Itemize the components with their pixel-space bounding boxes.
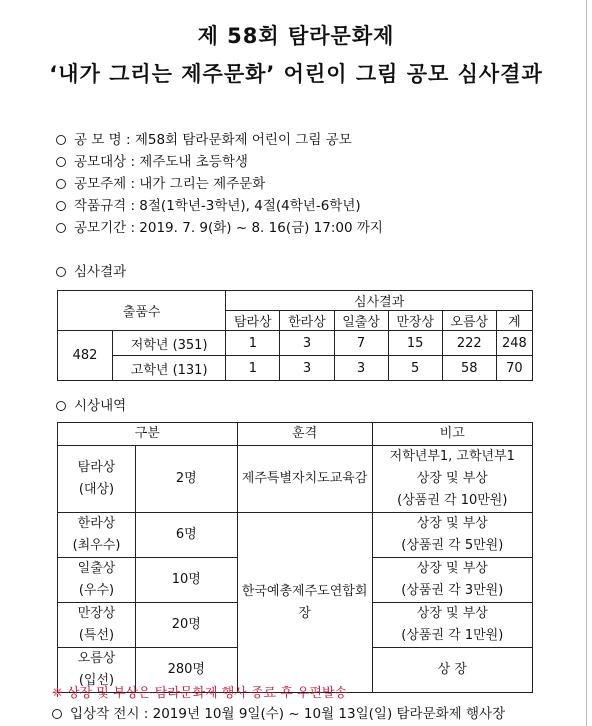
- info-item-target: 공모대상 : 제주도내 초등학생: [56, 151, 248, 173]
- circle-bullet-icon: [56, 223, 66, 233]
- header-award: 일출상: [334, 311, 388, 331]
- award-remarks: 상장 및 부상 (상품권 각 3만원): [372, 558, 532, 603]
- cell-value: 222: [442, 331, 496, 356]
- cell-value: 3: [280, 331, 334, 356]
- cell-value: 3: [334, 356, 388, 381]
- info-item-period: 공모기간 : 2019. 7. 9(화) ~ 8. 16(금) 17:00 까지: [56, 217, 383, 239]
- award-name: 탐라상 (대상): [58, 446, 136, 513]
- page-title: 제 58회 탐라문화제: [197, 24, 395, 48]
- circle-bullet-icon: [56, 401, 66, 411]
- header-awarded-by: 훈격: [237, 423, 372, 446]
- award-count: 2명: [136, 446, 238, 513]
- award-count: 20명: [136, 603, 238, 648]
- cell-value: 70: [496, 356, 532, 381]
- header-award: 오름상: [442, 311, 496, 331]
- award-remarks: 상 장: [372, 648, 532, 693]
- header-award: 탐라상: [226, 311, 280, 331]
- award-name: 일출상 (우수): [58, 558, 136, 603]
- award-name: 만장상 (특선): [58, 603, 136, 648]
- cell-value: 5: [388, 356, 442, 381]
- cell-value: 58: [442, 356, 496, 381]
- circle-bullet-icon: [56, 267, 66, 277]
- header-category: 구분: [58, 423, 238, 446]
- circle-bullet-icon: [52, 709, 62, 719]
- award-remarks: 저학년부1, 고학년부1 상장 및 부상 (상품권 각 10만원): [372, 446, 532, 513]
- header-award: 만장상: [388, 311, 442, 331]
- info-item-theme: 공모주제 : 내가 그리는 제주문화: [56, 173, 265, 195]
- row-label: 고학년 (131): [113, 356, 226, 381]
- header-remarks: 비고: [372, 423, 532, 446]
- awards-table: [57, 422, 533, 693]
- header-results: 심사결과: [226, 291, 533, 311]
- cell-value: 7: [334, 331, 388, 356]
- page-subtitle: ‘내가 그리는 제주문화’ 어린이 그림 공모 심사결과: [49, 62, 543, 86]
- awarded-by: 한국예총제주도연합회장: [237, 513, 372, 693]
- circle-bullet-icon: [56, 201, 66, 211]
- circle-bullet-icon: [56, 179, 66, 189]
- info-item-contest-name: 공 모 명 : 제58회 탐라문화제 어린이 그림 공모: [56, 129, 352, 151]
- award-name: 한라상 (최우수): [58, 513, 136, 558]
- exhibition-info: 입상작 전시 : 2019년 10월 9일(수) ~ 10월 13일(일) 탐라문화제 행사장: [52, 702, 505, 722]
- award-count: 280명: [136, 648, 238, 693]
- award-count: 6명: [136, 513, 238, 558]
- results-table: [57, 290, 533, 381]
- award-count: 10명: [136, 558, 238, 603]
- info-item-size: 작품규격 : 8절(1학년-3학년), 4절(4학년-6학년): [56, 195, 361, 217]
- award-name: 오름상 (입선): [58, 648, 136, 693]
- row-label: 저학년 (351): [113, 331, 226, 356]
- cell-value: 1: [226, 356, 280, 381]
- section-heading-results: 심사결과: [56, 260, 126, 280]
- section-heading-ceremony: 시상내역: [56, 394, 126, 414]
- header-award: 한라상: [280, 311, 334, 331]
- award-remarks: 상장 및 부상 (상품권 각 5만원): [372, 513, 532, 558]
- award-remarks: 상장 및 부상 (상품권 각 1만원): [372, 603, 532, 648]
- header-total: 계: [496, 311, 532, 331]
- total-entries: 482: [58, 331, 113, 381]
- cell-value: 15: [388, 331, 442, 356]
- circle-bullet-icon: [56, 157, 66, 167]
- circle-bullet-icon: [56, 135, 66, 145]
- cell-value: 248: [496, 331, 532, 356]
- cell-value: 1: [226, 331, 280, 356]
- page-edge-divider: [586, 0, 587, 726]
- header-entries: 출품수: [58, 291, 226, 331]
- cell-value: 3: [280, 356, 334, 381]
- awarded-by: 제주특별자치도교육감: [237, 446, 372, 513]
- delivery-note: ❈ 상장 및 부상은 탐라문화제 행사 종료 후 우편발송: [52, 686, 348, 701]
